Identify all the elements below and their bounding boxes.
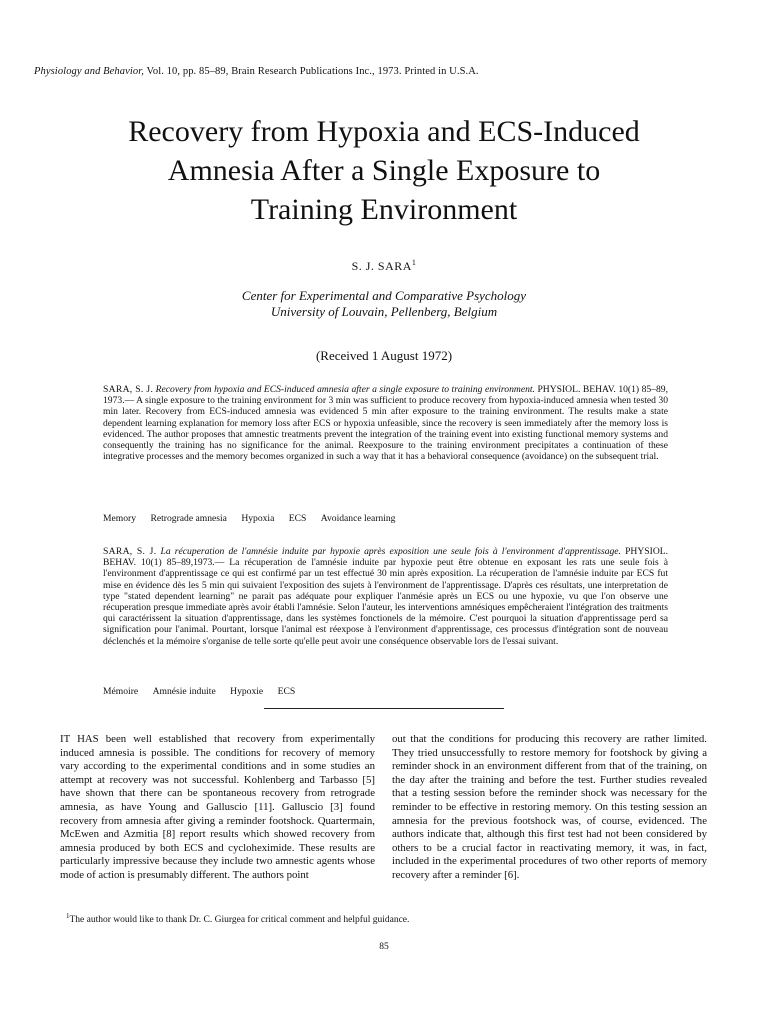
journal-details: Vol. 10, pp. 85–89, Brain Research Publications Inc., 1973. Printed in U.S.A. [144, 66, 479, 77]
affiliation [0, 288, 768, 320]
abstract-title: Recovery from hypoxia and ECS-induced amnesia after a single exposure to training environment. [155, 384, 535, 395]
keyword: Memory [103, 513, 137, 524]
section-divider [264, 708, 504, 709]
abstract-body: PHYSIOL. BEHAV. 10(1) 85–89, 1973.— A single exposure to the training environment for 3 min was sufficient to produce recovery from hypoxia-induced amnesia when tested 30 min later. Recovery from ECS-induced amnesia was evidenced 5 min after exposure to the training environment. The results make a state dependent learning explanation for memory loss after ECS or hypoxia unfeasible, since the recovery is seen immediately after the memory loss is evidenced. The author proposes that amnestic treatments prevent the integration of the training event into existing functional memory systems and consequently the training has no significance for the animal. Reexposure to the training environment precipitates a continuation of these integrative processes and the memory becomes organized in such a way that it has a behavioral consequence (avoidance) on the subsequent trial. [103, 384, 668, 463]
affiliation-line: Center for Experimental and Comparative Psychology [241, 288, 527, 303]
footnote-mark: 1 [66, 912, 70, 920]
author-name: S. J. SARA$^1$ [351, 258, 417, 273]
page-number: 85 [379, 942, 389, 952]
title-line: Amnesia After a Single Exposure to [167, 154, 601, 187]
body-column-left: IT HAS been well established that recovery from experimentally induced amnesia is possible. The conditions for recovery of memory vary according to the experimental conditions and in some studies an attempt at recovery was not successful. Kohlenberg and Tarbasso [5] have shown that there can be spontaneous recovery from retrograde amnesia, as have Young and Galluscio [11]. Galluscio [3] found recovery from amnesia after giving a reminder footshock. Quartermain, McEwen and Azmitia [8] report results which showed recovery from amnesia produced by both ECS and cycloheximide. These results are particularly impressive because they include two amnestic agents whose mode of action is presumably different. The authors point [60, 733, 375, 881]
abstract-english [103, 384, 668, 462]
keyword: Hypoxie [230, 686, 264, 697]
keyword: Hypoxia [241, 513, 275, 524]
keyword: Amnésie induite [152, 686, 216, 697]
keywords-french [103, 686, 668, 697]
keyword: ECS [288, 513, 307, 524]
abstract-author: SARA, S. J. [103, 384, 154, 395]
abstract-french [103, 546, 668, 647]
article-title [84, 112, 684, 229]
journal-citation [34, 66, 734, 77]
journal-name: Physiology and Behavior, [34, 66, 145, 77]
received-date: (Received 1 August 1972) [315, 348, 453, 363]
footnote-text: The author would like to thank Dr. C. Giurgea for critical comment and helpful guidance. [69, 915, 410, 926]
keyword: Mémoire [103, 686, 139, 697]
abstract-author: SARA, S. J. [103, 546, 157, 557]
keyword: Retrograde amnesia [150, 513, 227, 524]
title-line: Recovery from Hypoxia and ECS-Induced [128, 115, 640, 148]
footnote [66, 912, 706, 925]
keyword: Avoidance learning [320, 513, 396, 524]
abstract-body: PHYSIOL. BEHAV. 10(1) 85–89,1973.— La récuperation de l'amnésie induite par hypoxie peut être obtenue en exposant les rats une seule fois à l'environment d'apprentissage ce qui est confirmé par un test effectué 30 min après exposition. La récuperation de l'amnésie induite par ECS fut mise en évidence dès les 5 min qui suivaient l'exposition des sujets à l'environment de l'apprentissage. D'après ces résultats, une interpretation de type "stated dependent learning" ne parait pas adéquate pour expliquer l'anmésie après un ECS ou une hypoxie, vu que l'on observe une récuperation presque immediate après avoir établi l'amnésie. Selon l'auteur, les interventions amnésiques empêcheraient l'intégration des traitments qui caractérissent la situation d'apprentissage, dans les systèmes fonctionels de la mémoire. C'est pourquoi la situation d'apprentissage perd sa signification pour l'animal. Pourtant, lorsque l'animal est réexpose à l'environment d'apprentissage, ces processus d'intégration sont de nouveau déclenchés et la mémoire s'organise de telle sorte qu'elle peut avoir une conséquence observable lors de l'essai suivant. [103, 546, 669, 647]
body-column-right: out that the conditions for producing this recovery are rather limited. They tried unsuccessfully to restore memory for footshock by giving a reminder shock in an environment different from that of the training, on the day after the training and before the test. Further studies revealed that a testing session before the reminder shock was necessary for the reminder to be effective in restoring memory. On this testing session an amnesia for the previous footshock was, of course, evidenced. The authors indicate that, although this first test had not been considered by others to be a crucial factor in reactivating memory, it was, in fact, included in the experimental procedures of two other reports of memory recovery after a reminder [6]. [392, 733, 707, 881]
keyword: ECS [277, 686, 296, 697]
title-line: Training Environment [250, 193, 518, 226]
abstract-title: La récuperation de l'amnésie induite par hypoxie après exposition une seule fois à l'environment d'apprentissage. [160, 546, 621, 557]
author-footnote-mark: 1 [411, 258, 417, 267]
keywords-english [103, 513, 668, 524]
affiliation-line: University of Louvain, Pellenberg, Belgium [270, 304, 498, 319]
